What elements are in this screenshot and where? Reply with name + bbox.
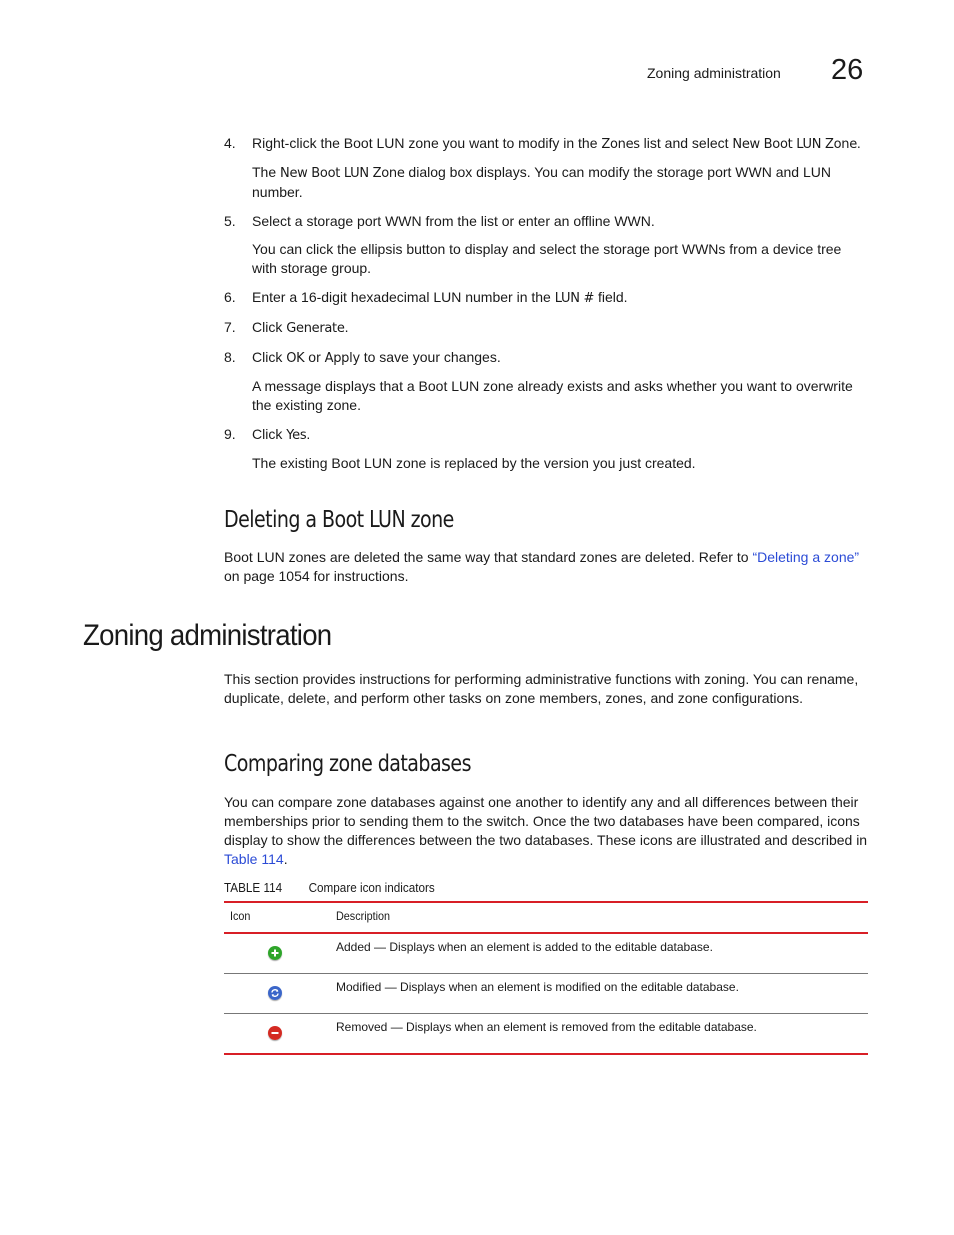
- step-number: 5.: [224, 213, 236, 229]
- step-4: [224, 134, 869, 202]
- table-row: [224, 974, 868, 1013]
- step-number: 4.: [224, 135, 236, 151]
- heading-deleting-boot-lun-zone: Deleting a Boot LUN zone: [224, 507, 454, 533]
- column-header-icon: Icon: [230, 909, 251, 923]
- step-number: 7.: [224, 319, 236, 335]
- step-text: Click Generate.: [252, 319, 349, 336]
- row-description: Modified — Displays when an element is modified on the editable database.: [336, 980, 739, 994]
- deleting-paragraph: Boot LUN zones are deleted the same way that standard zones are deleted. Refer to “Deleting a zone” on page 1054 for instructions.: [224, 549, 860, 584]
- chapter-number: 26: [831, 54, 864, 86]
- step-text: Enter a 16-digit hexadecimal LUN number in the LUN # field.: [252, 289, 628, 306]
- comparing-paragraph: You can compare zone databases against one another to identify any and all differences between their memberships prior to sending them to the switch. Once the two databases have been compared, icons display to show the differences between the two databases. These icons are illustrated and described in Table 114.: [224, 794, 868, 867]
- heading-zoning-administration: Zoning administration: [83, 619, 332, 652]
- step-text: Select a storage port WWN from the list or enter an offline WWN.: [252, 213, 655, 229]
- table-caption: [224, 880, 435, 895]
- table-title: Compare icon indicators: [308, 880, 435, 895]
- zoning-paragraph: This section provides instructions for performing administrative functions with zoning. You can rename, duplicate, delete, and perform other tasks on zone members, zones, and zone configurations.: [224, 671, 859, 706]
- step-text: Click OK or Apply to save your changes.: [252, 349, 501, 366]
- table-label: TABLE 114: [224, 880, 283, 895]
- ui-term-apply: Apply: [324, 351, 360, 366]
- table-row: [224, 1014, 868, 1053]
- step-5: [224, 212, 869, 278]
- deleting-a-zone-link[interactable]: “Deleting a zone”: [752, 549, 860, 565]
- ui-term-ok: OK: [286, 351, 305, 366]
- table-114-link[interactable]: Table 114: [224, 851, 284, 867]
- step-9: [224, 425, 869, 473]
- step-note: The New Boot LUN Zone dialog box displays. You can modify the storage port WWN and LUN number.: [252, 164, 831, 200]
- table-bottom-rule: [224, 1053, 868, 1055]
- modified-icon: [268, 986, 282, 1000]
- ui-term-yes: Yes: [286, 428, 307, 443]
- step-note: The existing Boot LUN zone is replaced by the version you just created.: [252, 455, 696, 471]
- row-description: Added — Displays when an element is added to the editable database.: [336, 940, 713, 954]
- table-row: [224, 934, 868, 973]
- step-note: You can click the ellipsis button to display and select the storage port WWNs from a device tree with storage group.: [252, 241, 842, 276]
- step-number: 8.: [224, 349, 236, 365]
- table-header-row: [224, 903, 868, 932]
- step-8: [224, 348, 869, 415]
- ui-term-zones: Zones: [601, 137, 640, 152]
- step-text: Right-click the Boot LUN zone you want to modify in the Zones list and select New Boot LUN Zone.: [252, 135, 861, 152]
- ui-term-new-boot-lun-zone: New Boot LUN Zone: [280, 166, 405, 181]
- compare-icon-table: [224, 901, 868, 1055]
- step-number: 9.: [224, 426, 236, 442]
- step-note: A message displays that a Boot LUN zone already exists and asks whether you want to overwrite the existing zone.: [252, 378, 853, 413]
- running-header-title: Zoning administration: [647, 65, 781, 81]
- ui-term-generate: Generate: [286, 321, 345, 336]
- ui-term-lun-number: LUN #: [554, 291, 595, 306]
- column-header-description: Description: [336, 909, 391, 923]
- step-6: [224, 288, 869, 308]
- row-description: Removed — Displays when an element is removed from the editable database.: [336, 1020, 757, 1034]
- step-text: Click Yes.: [252, 426, 311, 443]
- added-icon: [268, 946, 282, 960]
- step-number: 6.: [224, 289, 236, 305]
- removed-icon: [268, 1026, 282, 1040]
- ui-term-new-boot-lun-zone: New Boot LUN Zone: [732, 137, 857, 152]
- step-7: [224, 318, 869, 338]
- heading-comparing-zone-databases: Comparing zone databases: [224, 751, 471, 777]
- procedure-steps: [224, 134, 869, 483]
